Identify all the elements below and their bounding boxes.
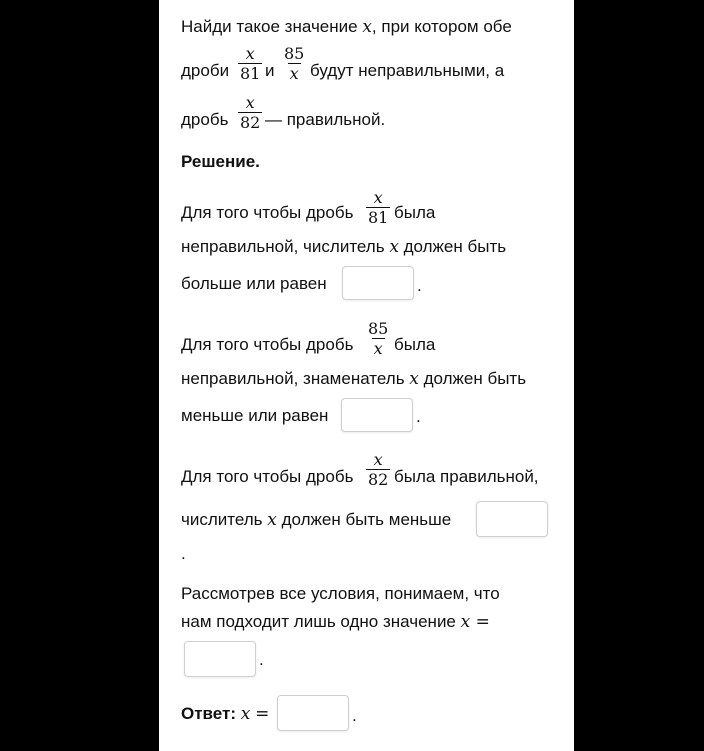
step2-text-start: Для того чтобы дробь xyxy=(181,335,354,354)
step2-line-3: меньше или равен xyxy=(181,406,329,425)
conclusion-period: . xyxy=(259,650,264,669)
step2-text-after: была xyxy=(394,335,436,354)
step1-fraction: $\frac{x}{81}$ xyxy=(368,188,389,227)
step1-period: . xyxy=(417,276,422,295)
step3-line-2: числитель x должен быть меньше xyxy=(181,510,452,530)
final-answer-input[interactable] xyxy=(277,695,349,731)
step3-answer-input[interactable] xyxy=(476,501,548,537)
step2-answer-input[interactable] xyxy=(341,398,413,432)
step1-answer-input[interactable] xyxy=(342,266,414,300)
problem-line-1: Найди такое значение x, при котором обе xyxy=(181,17,512,37)
problem-line-2-start: дроби xyxy=(181,61,230,80)
step3-fraction: $\frac{x}{82}$ xyxy=(368,450,389,489)
fraction-x-over-82: $\frac{x}{82}$ xyxy=(240,93,261,132)
step3-text-start: Для того чтобы дробь xyxy=(181,467,354,486)
problem-line-3-start: дробь xyxy=(181,110,229,129)
step3-period: . xyxy=(181,544,186,563)
problem-and: и xyxy=(265,61,275,80)
conclusion-line-2: нам подходит лишь одно значение x = xyxy=(181,612,490,632)
step1-line-2: неправильной, числитель x должен быть xyxy=(181,237,507,257)
step2-line-2: неправильной, знаменатель x должен быть xyxy=(181,369,527,389)
answer-period: . xyxy=(352,706,357,725)
step1-line-3: больше или равен xyxy=(181,274,327,293)
answer-line: Ответ: x = xyxy=(181,704,270,724)
problem-line-2-end: будут неправильными, а xyxy=(310,61,505,80)
step1-text-after: была xyxy=(394,203,436,222)
solution-heading: Решение. xyxy=(181,152,260,171)
step3-text-after: была правильной, xyxy=(394,467,539,486)
fraction-85-over-x: $\frac{85}{x}$ xyxy=(284,44,305,83)
fraction-x-over-81: $\frac{x}{81}$ xyxy=(240,44,261,83)
step2-period: . xyxy=(416,407,421,426)
problem-line-3-end: — правильной. xyxy=(265,110,386,129)
step1-text-start: Для того чтобы дробь xyxy=(181,203,354,222)
conclusion-answer-input[interactable] xyxy=(184,641,256,677)
task-panel xyxy=(159,0,574,751)
conclusion-line-1: Рассмотрев все условия, понимаем, что xyxy=(181,584,500,603)
step2-fraction: $\frac{85}{x}$ xyxy=(368,319,389,358)
